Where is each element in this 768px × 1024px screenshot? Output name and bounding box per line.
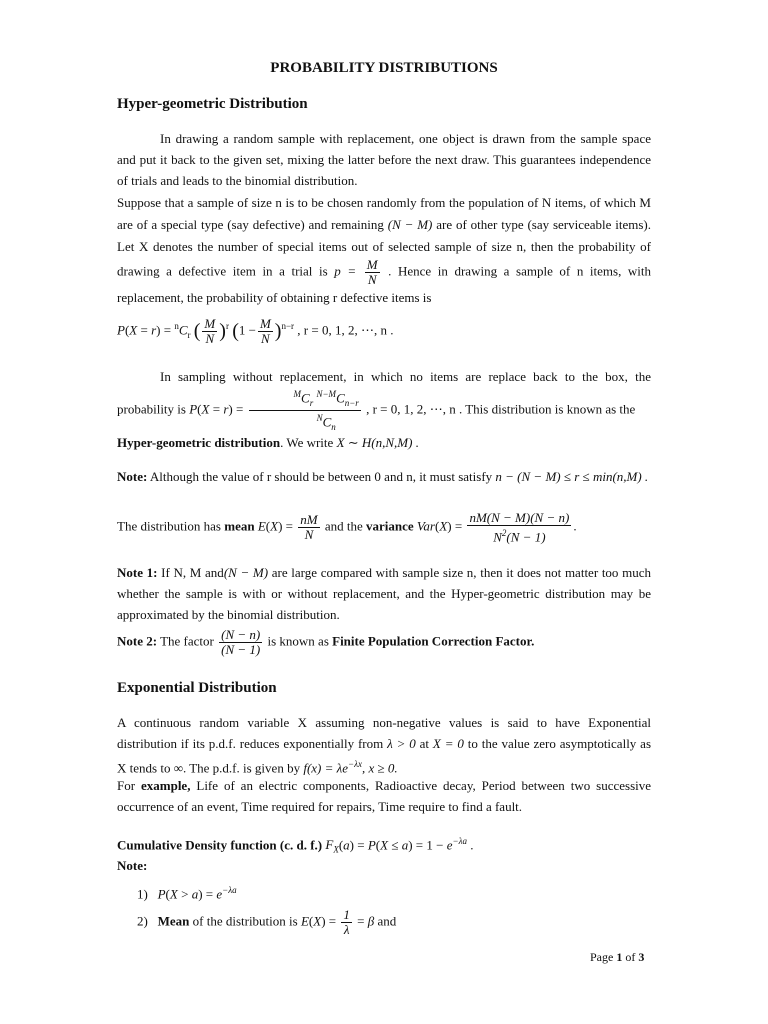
hyper-note-2: Note 2: The factor $\frac{(N - n)}{(N - 1)}$ is known as Finite Population Correction Factor. [117, 627, 535, 657]
expo-paragraph-1: A continuous random variable X assuming non-negative values is said to have Exponential distribution if its p.d.f. reduces exponentially from λ > 0 at X = 0 to the value zero asymptotically as X tends to ∞. The p.d.f. is given by $f(x) = \lambda e^{-\lambda x}$, x ≥ 0. [117, 715, 652, 776]
exponential-heading: Exponential Distribution [117, 680, 277, 696]
hyper-paragraph-1: In drawing a random sample with replacement, one object is drawn from the sample space and put it back to the given set, mixing the latter before the next draw. This guarantees independence of trials and leads to the binomial distribution. [117, 131, 651, 188]
expo-note-label: Note: [117, 858, 148, 873]
expo-note-item-1: 1) $P(X > a) = e^{-\lambda a}$ [137, 885, 237, 902]
hyper-note-1: Note 1: If N, M and(N − M) are large compared with sample size n, then it does not matter too much whether the sample is with or without replacement, and the Hyper-geometric distribution may be approximated by the binomial distribution. [117, 565, 651, 622]
hypergeometric-heading: Hyper-geometric Distribution [117, 96, 308, 112]
hyper-definition-line: Hyper-geometric distribution. We write X ∼ H(n,N,M) . [117, 435, 419, 450]
hyper-note: Note: Although the value of r should be between 0 and n, it must satisfy n − (N − M) ≤ r ≤ min(n,M) . [117, 469, 649, 484]
formula-p: p = [334, 263, 357, 279]
fraction-m-over-n: $\frac{M}{N}$ [366, 257, 378, 287]
page-footer: Page 1 of 3 [590, 950, 645, 964]
binomial-formula: $P(X = r) = ^nC_r$ ( $\frac{M}{N}$ )$^r$ (1 − $\frac{M}{N}$ )$^{n-r}$ , r = 0, 1, 2, ⋯, n . [117, 315, 394, 346]
expo-paragraph-2: For example, Life of an electric components, Radioactive decay, Period between two successive occurrence of an event, Time required for repairs, Time require to find a fault. [117, 778, 652, 814]
hypergeometric-probability-fraction: $\frac{^MC_r ^{N-M}C_{n-r}}{^NC_n}$ [249, 387, 361, 434]
cdf-line: Cumulative Density function (c. d. f.) $F_X(a) = P(X \le a) = 1 - e^{-\lambda a}$ . [117, 836, 474, 855]
expo-note-item-2: 2) Mean of the distribution is E(X) = $\frac{1}{\lambda}$ = β and [137, 907, 397, 937]
mean-variance-line: The distribution has mean E(X) = $\frac{nM}{N}$ and the variance Var(X) = $\frac{nM(N - M)(N - n)}{N^2(N - 1)}$ . [117, 510, 577, 545]
hyper-paragraph-2: Suppose that a sample of size n is to be chosen randomly from the population of N items, of which M are of a special type (say defective) and remaining (N − M) are of other type (say serviceable items). Let X denotes the number of special items out of selected sample of size n, then the probability of drawing a defective item in a trial is p = $\frac{M}{N}$ . Hence in drawing a sample of n items, with replacement, the probability of obtaining r defective items is [117, 195, 652, 305]
formula-n-minus-m: (N − M) [387, 217, 433, 232]
hyper-paragraph-3: In sampling without replacement, in which no items are replace back to the box, the probability is P(X = r) = $\frac{^MC_r ^{N-M}C_{n-r}}{^NC_n}$ , r = 0, 1, 2, ⋯, n . This distribution is known as the [117, 369, 651, 432]
page-title: PROBABILITY DISTRIBUTIONS [270, 60, 498, 76]
